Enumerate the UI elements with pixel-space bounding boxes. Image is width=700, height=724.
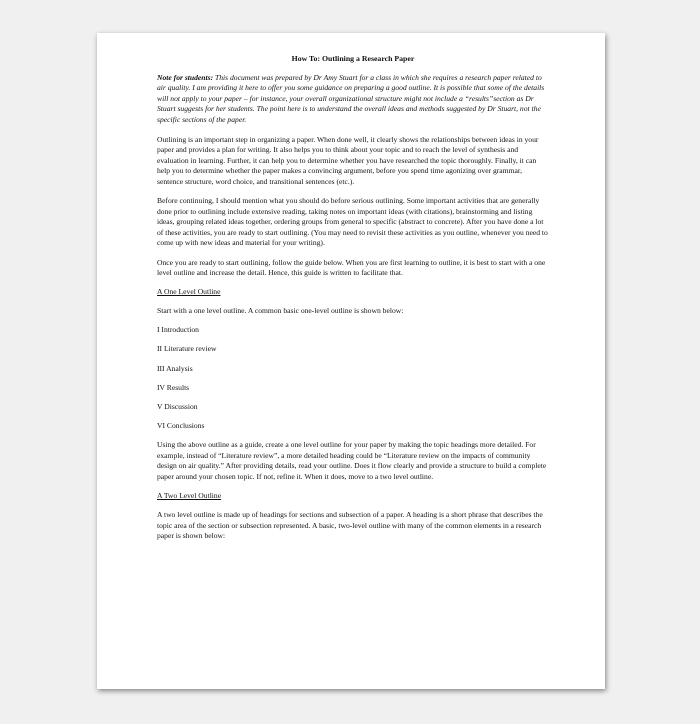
note-text: This document was prepared by Dr Amy Stuart for a class in which she requires a research paper related to air quality. I am providing it here to offer you some guidance on preparing a good outline. It is possible that some of the details will not apply to your paper – for instance, your overall organizational structure might not include a “results”section as Dr Stuart suggests for her students. The point here is to understand the overall ideas and methods suggested by Dr Stuart, not the specific sections of the paper. [157,72,545,124]
document-content [157,54,549,550]
document-title: How To: Outlining a Research Paper [291,54,415,63]
outline-item: III Analysis [157,363,193,373]
document-page [97,33,605,689]
paragraph-using-outline: Using the above outline as a guide, create a one level outline for your paper by making the topic headings more detailed. For example, instead of “Literature review”, a more detailed heading could be “Literature review on the impacts of community design on air quality.” After providing details, read your outline. Does it flow clearly and provide a structure to build a complete paper around your chosen topic. If not, refine it. When it does, move to a two level outline. [157,439,547,481]
paragraph-one-level: Start with a one level outline. A common basic one-level outline is shown below: [157,306,404,316]
note-label: Note for students: [157,72,214,82]
paragraph-ready: Once you are ready to start outlining, follow the guide below. When you are first learning to outline, it is best to start with a one level outline and increase the detail. Hence, this guide is written to facilitate that. [157,257,546,278]
outline-item: I Introduction [157,325,199,335]
heading-two-level-outline: A Two Level Outline [157,490,222,500]
paragraph-two-level: A two level outline is made up of headings for sections and subsection of a paper. A heading is a short phrase that describes the topic area of the section or subsection represented. A basic, two-level outline with many of the common elements in a research paper is shown below: [157,509,543,541]
outline-item: VI Conclusions [157,420,205,430]
outline-item: II Literature review [157,344,217,354]
heading-one-level-outline: A One Level Outline [157,287,221,297]
outline-item: V Discussion [157,401,198,411]
outline-item: IV Results [157,382,190,392]
note-for-students [157,73,549,126]
paragraph-intro: Outlining is an important step in organizing a paper. When done well, it clearly shows the relationships between ideas in your paper and provides a plan for writing. It also helps you to think about your topic and to reach the level of synthesis and evaluation in learning. Further, it can help you to determine whether you have researched the topic thoroughly. Finally, it can help you to determine whether the paper makes a convincing argument, before you spend time agonizing over grammar, sentence structure, word choice, and transitional sentences (etc.). [157,134,539,186]
paragraph-before-outlining: Before continuing, I should mention what you should do before serious outlining. Some important activities that are generally done prior to outlining include extensive reading, taking notes on important ideas (with citations), brainstorming and listing ideas, grouping related ideas together, ordering groups from general to specific (abstract to concrete). After you have done a lot of these activities, you are ready to start outlining. (You may need to revisit these activities as you outline, whenever you need to come up with new ideas and material for your writing). [157,196,548,248]
